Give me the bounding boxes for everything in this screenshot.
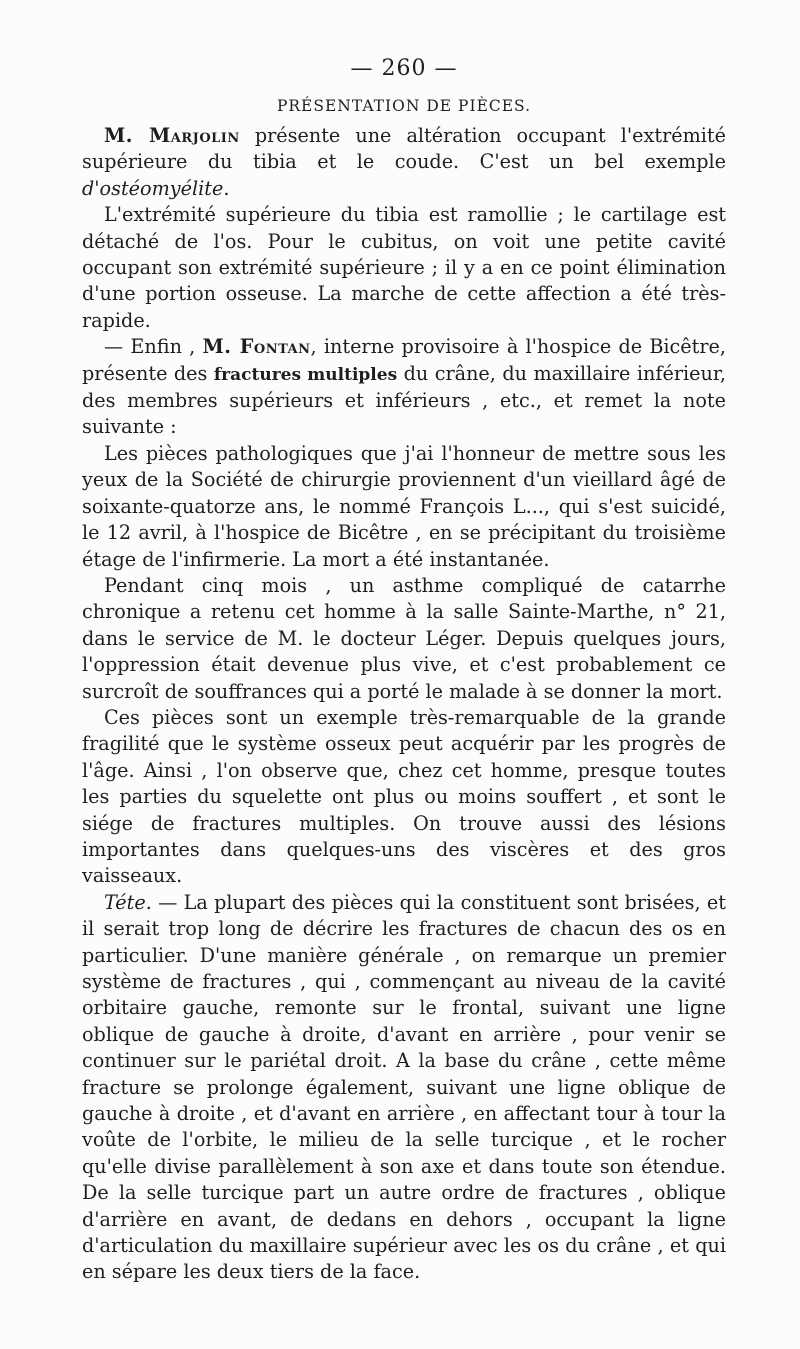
italic-subheading: Téte. [104, 890, 152, 914]
paragraph-fragilite: Ces pièces sont un exemple très-remarquable de la grande fragilité que le système osseux peut acquérir par les progrès de l'âge. Ainsi , l'on observe que, chez cet homme, presque toutes les parties du squelette ont plus ou moins souffert , et sont le siége de fractures multiples. On trouve aussi des lésions importantes dans quelques-uns des viscères et des gros vaisseaux. [82, 705, 726, 888]
author-marjolin: M. Marjolin [104, 124, 240, 147]
paragraph-fontan [82, 334, 726, 441]
paragraph-text: présente une altération occupant l'extrémité supérieure du tibia et le coude. C'est un bel exemple [82, 124, 726, 174]
paragraph-start: — Enfin , [104, 335, 203, 359]
bold-term: fractures multiples [213, 364, 398, 385]
page-number: — 260 — [350, 56, 458, 81]
paragraph-end: du crâne, du maxillaire inférieur, des membres supérieurs et inférieurs , etc., et remet la note suivante : [82, 361, 726, 439]
paragraph-text: , interne provisoire à l'hospice de Bicêtre, présente des [82, 335, 726, 385]
author-fontan: M. Fontan [202, 335, 311, 359]
paragraph-text: — La plupart des pièces qui la constituent sont brisées, et il serait trop long de décrire les fractures de chacun des os en particulier. D'une manière générale , on remarque un premier système de fractures , qui , commençant au niveau de la cavité orbitaire gauche, remonte sur le frontal, suivant une ligne oblique de gauche à droite, d'avant en arrière , pour venir se continuer sur le pariétal droit. A la base du crâne , cette même fracture se prolonge également, suivant une ligne oblique de gauche à droite , et d'avant en arrière , en affectant tour à tour la voûte de l'orbite, le milieu de la selle turcique , et le rocher qu'elle divise parallèlement à son axe et dans toute son étendue. De la selle turcique part un autre ordre de fractures , oblique d'arrière en avant, de dedans en dehors , occupant la ligne d'articulation du maxillaire supérieur avec les os du crâne , et qui en sépare les deux tiers de la face. [82, 890, 726, 1284]
paragraph-tibia: L'extrémité supérieure du tibia est ramollie ; le cartilage est détaché de l'os. Pour le cubitus, on voit une petite cavité occupant son extrémité supérieure ; il y a en ce point élimination d'une portion osseuse. La marche de cette affection a été très-rapide. [82, 203, 726, 332]
paragraph-marjolin [82, 123, 726, 202]
italic-term: d'ostéomyélite [82, 176, 224, 200]
paragraph-asthme: Pendant cinq mois , un asthme compliqué de catarrhe chronique a retenu cet homme à la salle Sainte-Marthe, n° 21, dans le service de M. le docteur Léger. Depuis quelques jours, l'oppression était devenue plus vive, et c'est probablement ce surcroît de souffrances qui a porté le malade à se donner la mort. [82, 573, 726, 703]
paragraph-tete [82, 890, 726, 1286]
paragraph-pieces: Les pièces pathologiques que j'ai l'honneur de mettre sous les yeux de la Société de chirurgie proviennent d'un vieillard âgé de soixante-quatorze ans, le nommé François L..., qui s'est suicidé, le 12 avril, à l'hospice de Bicêtre , en se précipitant du troisième étage de l'infirmerie. La mort a été instantanée. [82, 441, 726, 571]
paragraph-end: . [223, 176, 230, 200]
section-heading: PRÉSENTATION DE PIÈCES. [276, 97, 532, 115]
